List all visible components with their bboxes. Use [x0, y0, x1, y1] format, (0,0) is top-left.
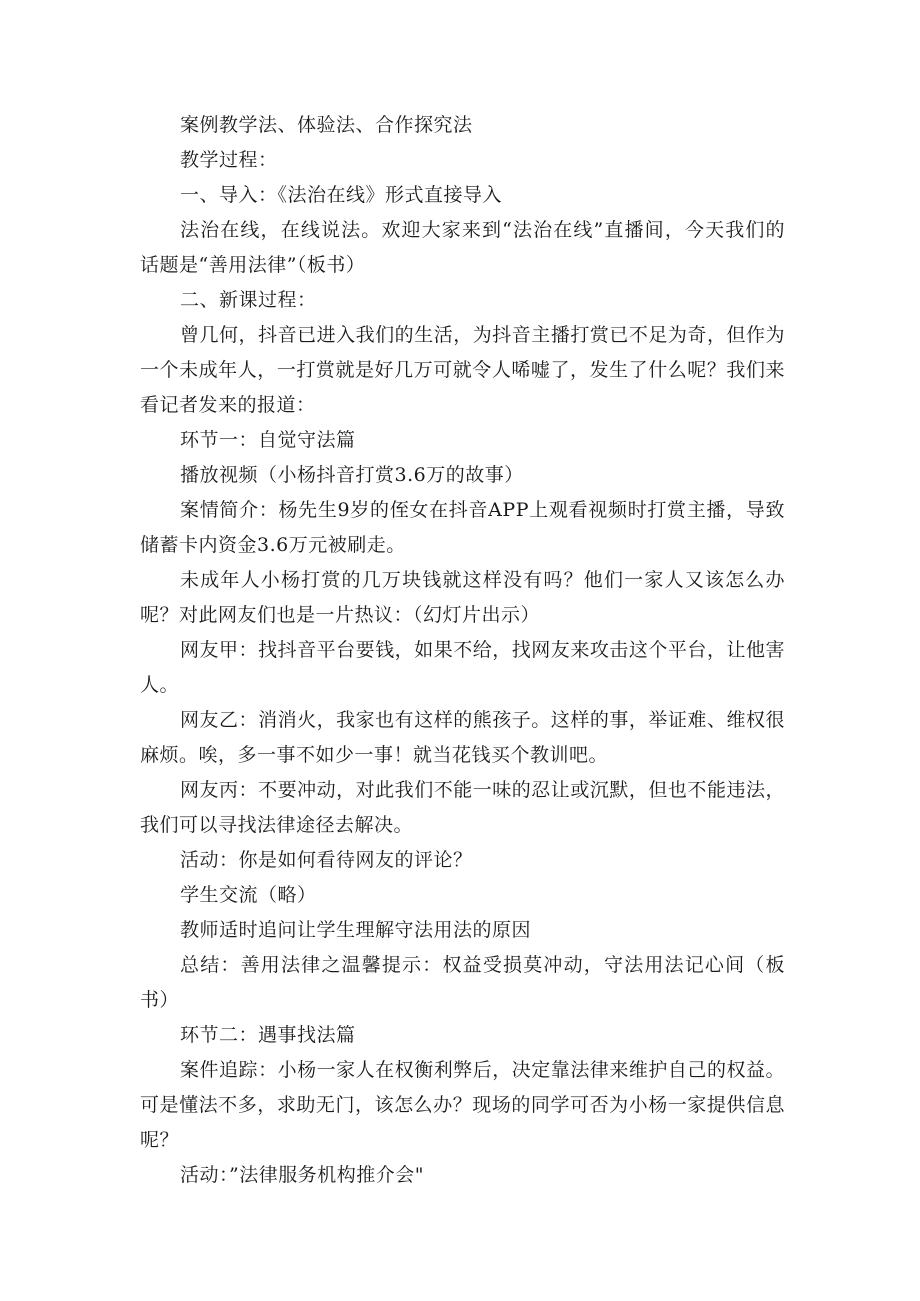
paragraph-teacher-question: 教师适时追问让学生理解守法用法的原因 — [180, 919, 532, 941]
paragraph-teaching-methods: 案例教学法、体验法、合作探究法 — [180, 114, 473, 136]
paragraph-student-exchange: 学生交流（略） — [180, 884, 317, 906]
document-body — [140, 108, 785, 1193]
paragraph-play-video: 播放视频（小杨抖音打赏3.6万的故事） — [180, 464, 524, 486]
paragraph-netizen-a: 网友甲：找抖音平台要钱，如果不给，找网友来攻击这个平台，让他害人。 — [140, 639, 785, 696]
paragraph-intro-text: 法治在线，在线说法。欢迎大家来到“法治在线”直播间，今天我们的话题是“善用法律”（板书） — [140, 219, 785, 276]
paragraph-netizen-c: 网友丙：不要冲动，对此我们不能一味的忍让或沉默，但也不能违法，我们可以寻找法律途径去解决。 — [140, 779, 785, 836]
paragraph-section-two-heading: 环节二：遇事找法篇 — [180, 1024, 356, 1046]
paragraph-netizen-b: 网友乙：消消火，我家也有这样的熊孩子。这样的事，举证难、维权很麻烦。唉，多一事不如少一事！就当花钱买个教训吧。 — [140, 709, 785, 766]
paragraph-netizen-debate: 未成年人小杨打赏的几万块钱就这样没有吗？他们一家人又该怎么办呢？对此网友们也是一片热议：（幻灯片出示） — [140, 569, 785, 626]
paragraph-case-summary: 案情简介：杨先生9岁的侄女在抖音APP上观看视频时打赏主播，导致储蓄卡内资金3.6万元被刷走。 — [140, 499, 785, 556]
paragraph-intro-heading: 一、导入：《法治在线》形式直接导入 — [180, 184, 503, 206]
paragraph-section-one-heading: 环节一：自觉守法篇 — [180, 429, 356, 451]
paragraph-new-lesson-heading: 二、新课过程： — [180, 289, 317, 311]
paragraph-teaching-process-heading: 教学过程： — [180, 149, 278, 171]
paragraph-case-followup: 案件追踪：小杨一家人在权衡利弊后，决定靠法律来维护自己的权益。可是懂法不多，求助无门，该怎么办？现场的同学可否为小杨一家提供信息呢？ — [140, 1059, 785, 1151]
paragraph-activity-one: 活动：你是如何看待网友的评论？ — [180, 849, 473, 871]
paragraph-douyin-context: 曾几何，抖音已进入我们的生活，为抖音主播打赏已不足为奇，但作为一个未成年人，一打赏就是好几万可就令人唏嘘了，发生了什么呢？我们来看记者发来的报道： — [140, 324, 785, 416]
paragraph-summary: 总结：善用法律之温馨提示：权益受损莫冲动，守法用法记心间（板书） — [140, 954, 785, 1011]
paragraph-activity-two: 活动：”法律服务机构推介会" — [180, 1164, 424, 1186]
